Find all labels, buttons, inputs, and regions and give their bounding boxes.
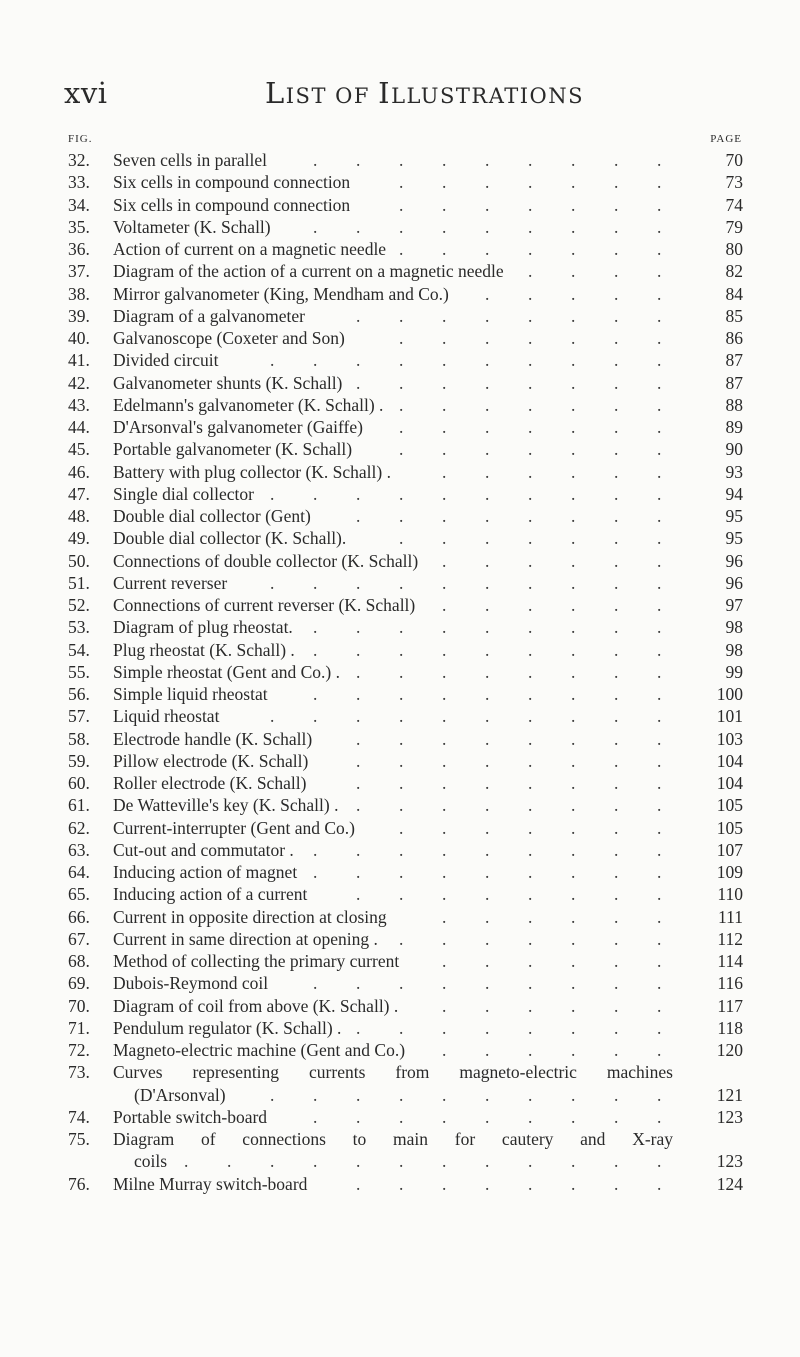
figure-number: 59. bbox=[68, 750, 90, 771]
figure-title: Edelmann's galvanometer (K. Schall) . bbox=[113, 394, 384, 415]
page-reference: 82 bbox=[725, 261, 743, 282]
figure-number: 33. bbox=[68, 172, 90, 193]
page-reference: 93 bbox=[725, 461, 743, 482]
figure-title: Liquid rheostat bbox=[113, 706, 220, 727]
page-reference: 103 bbox=[716, 728, 743, 749]
list-item bbox=[0, 1060, 800, 1082]
figure-number: 45. bbox=[68, 439, 90, 460]
page-reference: 104 bbox=[716, 773, 743, 793]
page-reference: 94 bbox=[725, 483, 743, 504]
figure-number: 58. bbox=[68, 728, 90, 749]
figure-title: Diagram of a galvanometer bbox=[113, 305, 305, 326]
figure-number: 71. bbox=[68, 1017, 90, 1038]
list-item: 48. Double dial collector (Gent) 95 . . . . . . . . bbox=[68, 506, 743, 526]
figure-number: 62. bbox=[68, 817, 90, 838]
figure-title: (D'Arsonval) bbox=[134, 1084, 226, 1105]
figure-title: coils bbox=[134, 1151, 168, 1172]
page-reference: 123 bbox=[716, 1151, 743, 1172]
list-item: 55. Simple rheostat (Gent and Co.) . 99 . . . . . . . . bbox=[68, 661, 743, 682]
list-item: 50. Connections of double collector (K. Schall) 96 . . . . . . bbox=[68, 550, 743, 571]
page-reference: 84 bbox=[725, 283, 743, 304]
list-item bbox=[0, 1127, 800, 1149]
page-reference: 80 bbox=[725, 239, 743, 259]
list-item: 36. Action of current on a magnetic needle 80 . . . . . . . bbox=[68, 239, 743, 259]
figure-number: 43. bbox=[68, 394, 90, 415]
list-item: 74. Portable switch-board 123 . . . . . . . . . bbox=[68, 1106, 743, 1127]
page-header bbox=[64, 76, 744, 116]
list-item: 69. Dubois-Reymond coil 116 . . . . . . . . . bbox=[68, 973, 743, 994]
list-item: 41. Divided circuit 87 . . . . . . . . . . bbox=[68, 350, 743, 371]
figure-number: 55. bbox=[68, 661, 90, 682]
page-reference: 87 bbox=[725, 350, 743, 371]
figure-number: 76. bbox=[68, 1173, 90, 1194]
page-reference: 124 bbox=[716, 1173, 743, 1194]
page-title: LIST OF ILLUSTRATIONS bbox=[265, 76, 585, 110]
figure-title: Dubois-Reymond coil bbox=[113, 973, 269, 994]
list-item: 44. D'Arsonval's galvanometer (Gaiffe) 89 . . . . . . . bbox=[68, 417, 743, 437]
page-reference: 95 bbox=[725, 506, 743, 526]
page-reference: 79 bbox=[725, 216, 743, 237]
figure-number: 72. bbox=[68, 1040, 90, 1060]
page-reference: 104 bbox=[716, 750, 743, 771]
figure-title: Action of current on a magnetic needle bbox=[113, 239, 387, 259]
figure-number: 70. bbox=[68, 995, 90, 1016]
page-reference: 97 bbox=[725, 595, 743, 615]
list-item: 64. Inducing action of magnet 109 . . . . . . . . . bbox=[68, 862, 743, 882]
page-reference: 121 bbox=[716, 1084, 743, 1105]
list-item: 40. Galvanoscope (Coxeter and Son) 86 . . . . . . . bbox=[68, 328, 743, 348]
figure-number: 66. bbox=[68, 906, 90, 927]
list-item: (D'Arsonval) 121 . . . . . . . . . . bbox=[134, 1084, 743, 1105]
list-item: 42. Galvanometer shunts (K. Schall) 87 . . . . . . . . bbox=[68, 372, 743, 393]
figure-title: Cut-out and commutator . bbox=[113, 839, 294, 860]
page-reference: 116 bbox=[717, 973, 743, 994]
illustrations-list bbox=[0, 148, 800, 1194]
list-item: coils 123 . . . . . . . . . . . . bbox=[134, 1151, 743, 1172]
page-reference: 86 bbox=[725, 328, 743, 348]
figure-title: Divided circuit bbox=[113, 350, 219, 371]
list-item: 72. Magneto-electric machine (Gent and Co.) 120 . . . . . . bbox=[68, 1040, 743, 1060]
figure-title: Diagram of plug rheostat. bbox=[113, 617, 293, 638]
page-reference: 117 bbox=[717, 995, 743, 1016]
page-reference: 73 bbox=[725, 172, 743, 193]
list-item: 67. Current in same direction at opening . 112 . . . . . . . bbox=[68, 928, 743, 949]
figure-title: Battery with plug collector (K. Schall) . bbox=[113, 461, 391, 482]
figure-title: Roller electrode (K. Schall) bbox=[113, 773, 307, 793]
figure-number: 68. bbox=[68, 951, 90, 971]
list-item: 51. Current reverser 96 . . . . . . . . . . bbox=[68, 572, 743, 593]
list-item: 33. Six cells in compound connection 73 . . . . . . . bbox=[68, 172, 743, 193]
figure-number: 32. bbox=[68, 150, 90, 170]
page-reference: 96 bbox=[725, 550, 743, 571]
list-item: 71. Pendulum regulator (K. Schall) . 118 . . . . . . . . bbox=[68, 1017, 743, 1038]
page-reference: 111 bbox=[718, 906, 743, 927]
figure-number: 34. bbox=[68, 194, 90, 215]
page-reference: 95 bbox=[725, 528, 743, 549]
list-item: 39. Diagram of a galvanometer 85 . . . . . . . . bbox=[68, 305, 743, 326]
figure-number: 65. bbox=[68, 884, 90, 905]
figure-title: Seven cells in parallel bbox=[113, 150, 268, 170]
page-reference: 98 bbox=[725, 639, 743, 660]
figure-title: Simple liquid rheostat bbox=[113, 684, 268, 704]
page-reference: 118 bbox=[717, 1017, 743, 1038]
figure-number: 54. bbox=[68, 639, 90, 660]
figure-number: 74. bbox=[68, 1106, 90, 1127]
figure-number: 41. bbox=[68, 350, 90, 371]
figure-title: D'Arsonval's galvanometer (Gaiffe) bbox=[113, 417, 363, 437]
figure-title: Portable switch-board bbox=[113, 1106, 268, 1127]
page-reference: 120 bbox=[716, 1040, 743, 1060]
figure-title: Diagram of the action of a current on a magnetic needle bbox=[113, 261, 504, 282]
list-item: 61. De Watteville's key (K. Schall) . 105 . . . . . . . . bbox=[68, 795, 743, 816]
list-item: 70. Diagram of coil from above (K. Schall) . 117 . . . . . . bbox=[68, 995, 743, 1016]
list-item: 60. Roller electrode (K. Schall) 104 . . . . . . . . bbox=[68, 773, 743, 793]
figure-number: 36. bbox=[68, 239, 90, 259]
list-item: 52. Connections of current reverser (K. Schall) 97 . . . . . . bbox=[68, 595, 743, 615]
figure-title: Electrode handle (K. Schall) bbox=[113, 728, 313, 749]
list-item: 34. Six cells in compound connection 74 . . . . . . . bbox=[68, 194, 743, 215]
page-reference: 99 bbox=[725, 661, 743, 682]
figure-title: Curves representing currents from magneto-electric machines bbox=[113, 1062, 673, 1083]
figure-number: 50. bbox=[68, 550, 90, 571]
figure-title: Galvanoscope (Coxeter and Son) bbox=[113, 328, 345, 348]
list-item: 38. Mirror galvanometer (King, Mendham and Co.) 84 . . . . . bbox=[68, 283, 743, 304]
figure-number: 57. bbox=[68, 706, 90, 727]
figure-title: Six cells in compound connection bbox=[113, 172, 351, 193]
list-item: 53. Diagram of plug rheostat. 98 . . . . . . . . . bbox=[68, 617, 743, 638]
page-number: xvi bbox=[64, 76, 108, 110]
figure-title: Double dial collector (Gent) bbox=[113, 506, 311, 526]
figure-number: 53. bbox=[68, 617, 90, 638]
figure-title: Portable galvanometer (K. Schall) bbox=[113, 439, 353, 460]
list-item: 56. Simple liquid rheostat 100 . . . . . . . . . bbox=[68, 684, 743, 704]
figure-number: 47. bbox=[68, 483, 90, 504]
page-reference: 100 bbox=[716, 684, 743, 704]
page-reference: 89 bbox=[725, 417, 743, 437]
figure-title: Voltameter (K. Schall) bbox=[113, 216, 271, 237]
page-reference: 105 bbox=[716, 795, 743, 816]
list-item: 54. Plug rheostat (K. Schall) . 98 . . . . . . . . . bbox=[68, 639, 743, 660]
figure-title: Simple rheostat (Gent and Co.) . bbox=[113, 661, 340, 682]
figure-title: Milne Murray switch-board bbox=[113, 1173, 308, 1194]
figure-number: 46. bbox=[68, 461, 90, 482]
figure-title: Current-interrupter (Gent and Co.) bbox=[113, 817, 356, 838]
page-reference: 107 bbox=[716, 839, 743, 860]
figure-number: 42. bbox=[68, 372, 90, 393]
list-item: 62. Current-interrupter (Gent and Co.) 105 . . . . . . . bbox=[68, 817, 743, 838]
list-item: 49. Double dial collector (K. Schall). 95 . . . . . . . bbox=[68, 528, 743, 549]
list-item: 46. Battery with plug collector (K. Schall) . 93 . . . . . . bbox=[68, 461, 743, 482]
figure-title: Plug rheostat (K. Schall) . bbox=[113, 639, 295, 660]
list-item: 32. Seven cells in parallel 70 . . . . . . . . . bbox=[68, 150, 743, 170]
figure-title: Six cells in compound connection bbox=[113, 194, 351, 215]
page-column-header: PAGE bbox=[710, 133, 742, 145]
figure-number: 35. bbox=[68, 216, 90, 237]
list-item: 43. Edelmann's galvanometer (K. Schall) . 88 . . . . . . . bbox=[68, 394, 743, 415]
list-item: 65. Inducing action of a current 110 . . . . . . . . bbox=[68, 884, 743, 905]
page-reference: 85 bbox=[725, 305, 743, 326]
list-item: 63. Cut-out and commutator . 107 . . . . . . . . . bbox=[68, 839, 743, 860]
page-reference: 87 bbox=[725, 372, 743, 393]
figure-title: Single dial collector bbox=[113, 483, 254, 504]
figure-number: 73. bbox=[68, 1062, 90, 1083]
page-reference: 112 bbox=[717, 928, 743, 949]
figure-number: 60. bbox=[68, 773, 90, 793]
figure-title: Pendulum regulator (K. Schall) . bbox=[113, 1017, 342, 1038]
figure-title: Current in same direction at opening . bbox=[113, 928, 378, 949]
figure-number: 56. bbox=[68, 684, 90, 704]
figure-title: Double dial collector (K. Schall). bbox=[113, 528, 347, 549]
figure-title: Inducing action of a current bbox=[113, 884, 308, 905]
page-reference: 114 bbox=[717, 951, 743, 971]
list-item: 66. Current in opposite direction at closing 111 . . . . . . bbox=[68, 906, 743, 927]
figure-title: Diagram of connections to main for cautery and X-ray bbox=[113, 1129, 673, 1149]
figure-title: Diagram of coil from above (K. Schall) . bbox=[113, 995, 399, 1016]
list-item: 58. Electrode handle (K. Schall) 103 . . . . . . . . bbox=[68, 728, 743, 749]
figure-number: 38. bbox=[68, 283, 90, 304]
figure-number: 48. bbox=[68, 506, 90, 526]
page-reference: 74 bbox=[725, 194, 743, 215]
list-item: 47. Single dial collector 94 . . . . . . . . . . bbox=[68, 483, 743, 504]
figure-title: Pillow electrode (K. Schall) bbox=[113, 750, 309, 771]
list-item: 35. Voltameter (K. Schall) 79 . . . . . . . . . bbox=[68, 216, 743, 237]
figure-title: Mirror galvanometer (King, Mendham and Co.) bbox=[113, 283, 449, 304]
figure-number: 75. bbox=[68, 1129, 90, 1149]
figure-number: 64. bbox=[68, 862, 90, 882]
page-reference: 110 bbox=[717, 884, 743, 905]
figure-number: 49. bbox=[68, 528, 90, 549]
figure-title: Method of collecting the primary current bbox=[113, 951, 400, 971]
figure-title: Current in opposite direction at closing bbox=[113, 906, 387, 927]
figure-number: 40. bbox=[68, 328, 90, 348]
page-reference: 123 bbox=[716, 1106, 743, 1127]
page-reference: 90 bbox=[725, 439, 743, 460]
fig-column-header: FIG. bbox=[68, 133, 93, 145]
list-item: 68. Method of collecting the primary current 114 . . . . . . bbox=[68, 951, 743, 971]
page-reference: 98 bbox=[725, 617, 743, 638]
figure-number: 67. bbox=[68, 928, 90, 949]
figure-number: 69. bbox=[68, 973, 90, 994]
figure-number: 63. bbox=[68, 839, 90, 860]
page-reference: 101 bbox=[716, 706, 743, 727]
page-reference: 96 bbox=[725, 572, 743, 593]
page-reference: 88 bbox=[725, 394, 743, 415]
list-item: 45. Portable galvanometer (K. Schall) 90 . . . . . . . bbox=[68, 439, 743, 460]
figure-title: Connections of double collector (K. Schall) bbox=[113, 550, 419, 571]
figure-number: 44. bbox=[68, 417, 90, 437]
figure-title: Connections of current reverser (K. Schall) bbox=[113, 595, 416, 615]
list-item: 76. Milne Murray switch-board 124 . . . . . . . . bbox=[68, 1173, 743, 1194]
page-reference: 70 bbox=[725, 150, 743, 170]
page-reference: 109 bbox=[716, 862, 743, 882]
list-item: 57. Liquid rheostat 101 . . . . . . . . . . bbox=[68, 706, 743, 727]
figure-number: 61. bbox=[68, 795, 90, 816]
figure-number: 51. bbox=[68, 572, 90, 593]
figure-title: Magneto-electric machine (Gent and Co.) bbox=[113, 1040, 406, 1060]
page-reference: 105 bbox=[716, 817, 743, 838]
figure-title: Inducing action of magnet bbox=[113, 862, 298, 882]
list-item: 37. Diagram of the action of a current on a magnetic needle 82 . . . . bbox=[68, 261, 743, 282]
figure-title: Current reverser bbox=[113, 572, 228, 593]
figure-title: De Watteville's key (K. Schall) . bbox=[113, 795, 339, 816]
figure-number: 37. bbox=[68, 261, 90, 282]
figure-number: 39. bbox=[68, 305, 90, 326]
figure-title: Galvanometer shunts (K. Schall) bbox=[113, 372, 343, 393]
figure-number: 52. bbox=[68, 595, 90, 615]
list-item: 59. Pillow electrode (K. Schall) 104 . . . . . . . . bbox=[68, 750, 743, 771]
